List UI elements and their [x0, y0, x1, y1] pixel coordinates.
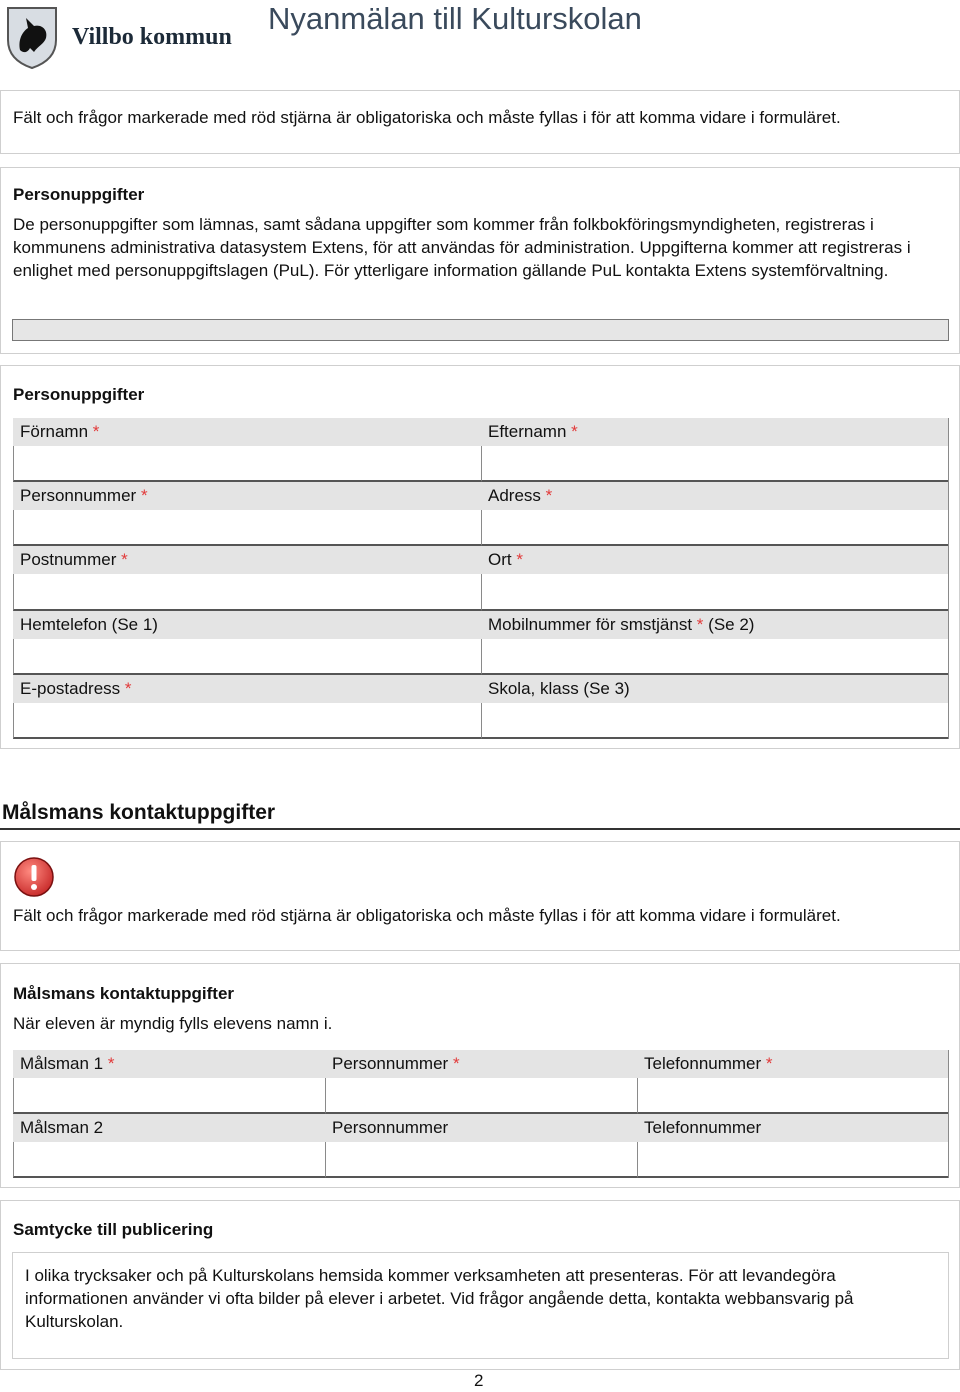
person-section: [0, 365, 960, 749]
person-field-label: [13, 675, 481, 703]
guardian-field-label: [13, 1050, 325, 1078]
page-title: Nyanmälan till Kulturskolan: [268, 1, 642, 36]
person-field-input[interactable]: [13, 703, 481, 739]
heading-rule: [0, 828, 960, 830]
required-star: *: [107, 1054, 115, 1073]
logo-text: Villbo kommun: [72, 24, 232, 50]
person-field-label: [481, 611, 949, 639]
field-label-text: Personnummer: [332, 1054, 449, 1073]
consent-title: Samtycke till publicering: [13, 1220, 214, 1239]
person-grid-edge: [948, 418, 949, 739]
person-field-input[interactable]: [481, 703, 949, 739]
guardian-field-label: [325, 1050, 637, 1078]
field-label-text: Personnummer: [332, 1118, 449, 1137]
required-star: *: [571, 422, 578, 441]
required-star: *: [545, 486, 553, 506]
guardian-field-label: [637, 1050, 949, 1078]
person-field: [481, 611, 949, 675]
field-label-text: Adress: [488, 486, 541, 506]
consent-box: [12, 1252, 949, 1359]
guardian-required-notice: [0, 841, 960, 951]
required-star: *: [452, 1054, 460, 1073]
guardian-field-input[interactable]: [13, 1078, 325, 1114]
person-field: [481, 675, 949, 739]
person-field-input[interactable]: [13, 446, 481, 482]
person-field: [13, 546, 481, 610]
guardian-required-notice-text: Fält och frågor markerade med röd stjärna är obligatoriska och måste fyllas i för att komma vidare i formuläret.: [13, 906, 841, 925]
person-field-input[interactable]: [481, 446, 949, 482]
person-field-label: [481, 675, 949, 703]
required-star: *: [765, 1054, 773, 1073]
person-field-input[interactable]: [13, 574, 481, 610]
person-field-label: [13, 418, 481, 446]
person-field: [13, 418, 481, 482]
field-label-text: Förnamn: [20, 422, 89, 441]
guardian-field: [325, 1050, 637, 1114]
field-label-text: Postnummer: [20, 550, 117, 570]
info-section: [0, 167, 960, 354]
field-label-text: Målsman 2: [20, 1118, 104, 1137]
guardian-field-input[interactable]: [13, 1142, 325, 1178]
guardian-field: [637, 1114, 949, 1178]
person-field-label: [13, 546, 481, 574]
guardian-field-label: [637, 1114, 949, 1142]
field-label-text: Mobilnummer för smstjänst: [488, 614, 693, 634]
guardian-field: [13, 1050, 325, 1114]
guardian-field-input[interactable]: [637, 1078, 949, 1114]
person-field-input[interactable]: [481, 574, 949, 610]
page-number: 2: [474, 1371, 484, 1390]
info-title: Personuppgifter: [13, 185, 145, 204]
person-field-label: [13, 482, 481, 510]
person-field-input[interactable]: [481, 639, 949, 675]
person-field-input[interactable]: [481, 510, 949, 546]
person-field: [13, 611, 481, 675]
info-body: De personuppgifter som lämnas, samt sådana uppgifter som kommer från folkbokföringsmyndigheten, registreras i kommunens administrativa datasystem Extens, för att användas för administration. Uppgifterna kommer att registreras i enlighet med personuppgiftslagen (PuL). För ytterligare information gällande PuL kontakta Extens systemförvaltning.: [13, 215, 911, 280]
person-field-label: [13, 611, 481, 639]
guardian-subtitle: När eleven är myndig fylls elevens namn i.: [13, 1014, 333, 1033]
guardian-grid-edge: [948, 1050, 949, 1178]
unicorn-shield-icon: [4, 4, 60, 70]
field-label-text: Skola, klass (Se 3): [488, 678, 630, 698]
field-label-text: Hemtelefon (Se 1): [20, 614, 158, 634]
person-field-label: [481, 482, 949, 510]
guardian-field: [325, 1114, 637, 1178]
person-field-input[interactable]: [13, 639, 481, 675]
field-label-text: Målsman 1: [20, 1054, 104, 1073]
field-label-text: Telefonnummer: [644, 1054, 762, 1073]
required-notice: [0, 90, 960, 154]
guardian-field-input[interactable]: [637, 1142, 949, 1178]
logo: [4, 4, 244, 70]
person-field-label: [481, 546, 949, 574]
person-field: [481, 418, 949, 482]
guardian-heading: Målsmans kontaktuppgifter: [2, 801, 276, 824]
consent-section: [0, 1200, 960, 1370]
person-field-input[interactable]: [13, 510, 481, 546]
warning-icon: [13, 856, 55, 898]
guardian-title: Målsmans kontaktuppgifter: [13, 984, 235, 1003]
required-star: *: [92, 422, 100, 441]
required-star: *: [516, 550, 523, 570]
required-notice-text: Fält och frågor markerade med röd stjärna är obligatoriska och måste fyllas i för att komma vidare i formuläret.: [13, 108, 841, 127]
person-title: Personuppgifter: [13, 385, 145, 404]
guardian-field-input[interactable]: [325, 1142, 637, 1178]
guardian-field: [637, 1050, 949, 1114]
required-star: *: [121, 550, 128, 570]
field-label-text: E-postadress: [20, 678, 121, 698]
person-field: [481, 482, 949, 546]
person-field-label: [481, 418, 949, 446]
guardian-field: [13, 1114, 325, 1178]
person-field: [481, 546, 949, 610]
field-label-text: Telefonnummer: [644, 1118, 762, 1137]
guardian-field-input[interactable]: [325, 1078, 637, 1114]
required-star: *: [140, 486, 148, 506]
guardian-field-label: [13, 1114, 325, 1142]
required-star: *: [124, 678, 132, 698]
guardian-section: [0, 963, 960, 1188]
consent-body: I olika trycksaker och på Kulturskolans hemsida kommer verksamheten att presenteras. För att levandegöra informationen använder vi ofta bilder på elever i arbetet. Vid frågor angående detta, kontakta webbansvarig på Kulturskolan.: [25, 1266, 854, 1331]
required-star: *: [696, 614, 704, 634]
info-bar: [12, 319, 949, 341]
person-field: [13, 675, 481, 739]
guardian-field-label: [325, 1114, 637, 1142]
field-label-text: Efternamn: [488, 422, 567, 441]
field-label-text: Personnummer: [20, 486, 137, 506]
field-label-text: Ort: [488, 550, 512, 570]
field-label-suffix: (Se 2): [708, 614, 755, 634]
person-field: [13, 482, 481, 546]
